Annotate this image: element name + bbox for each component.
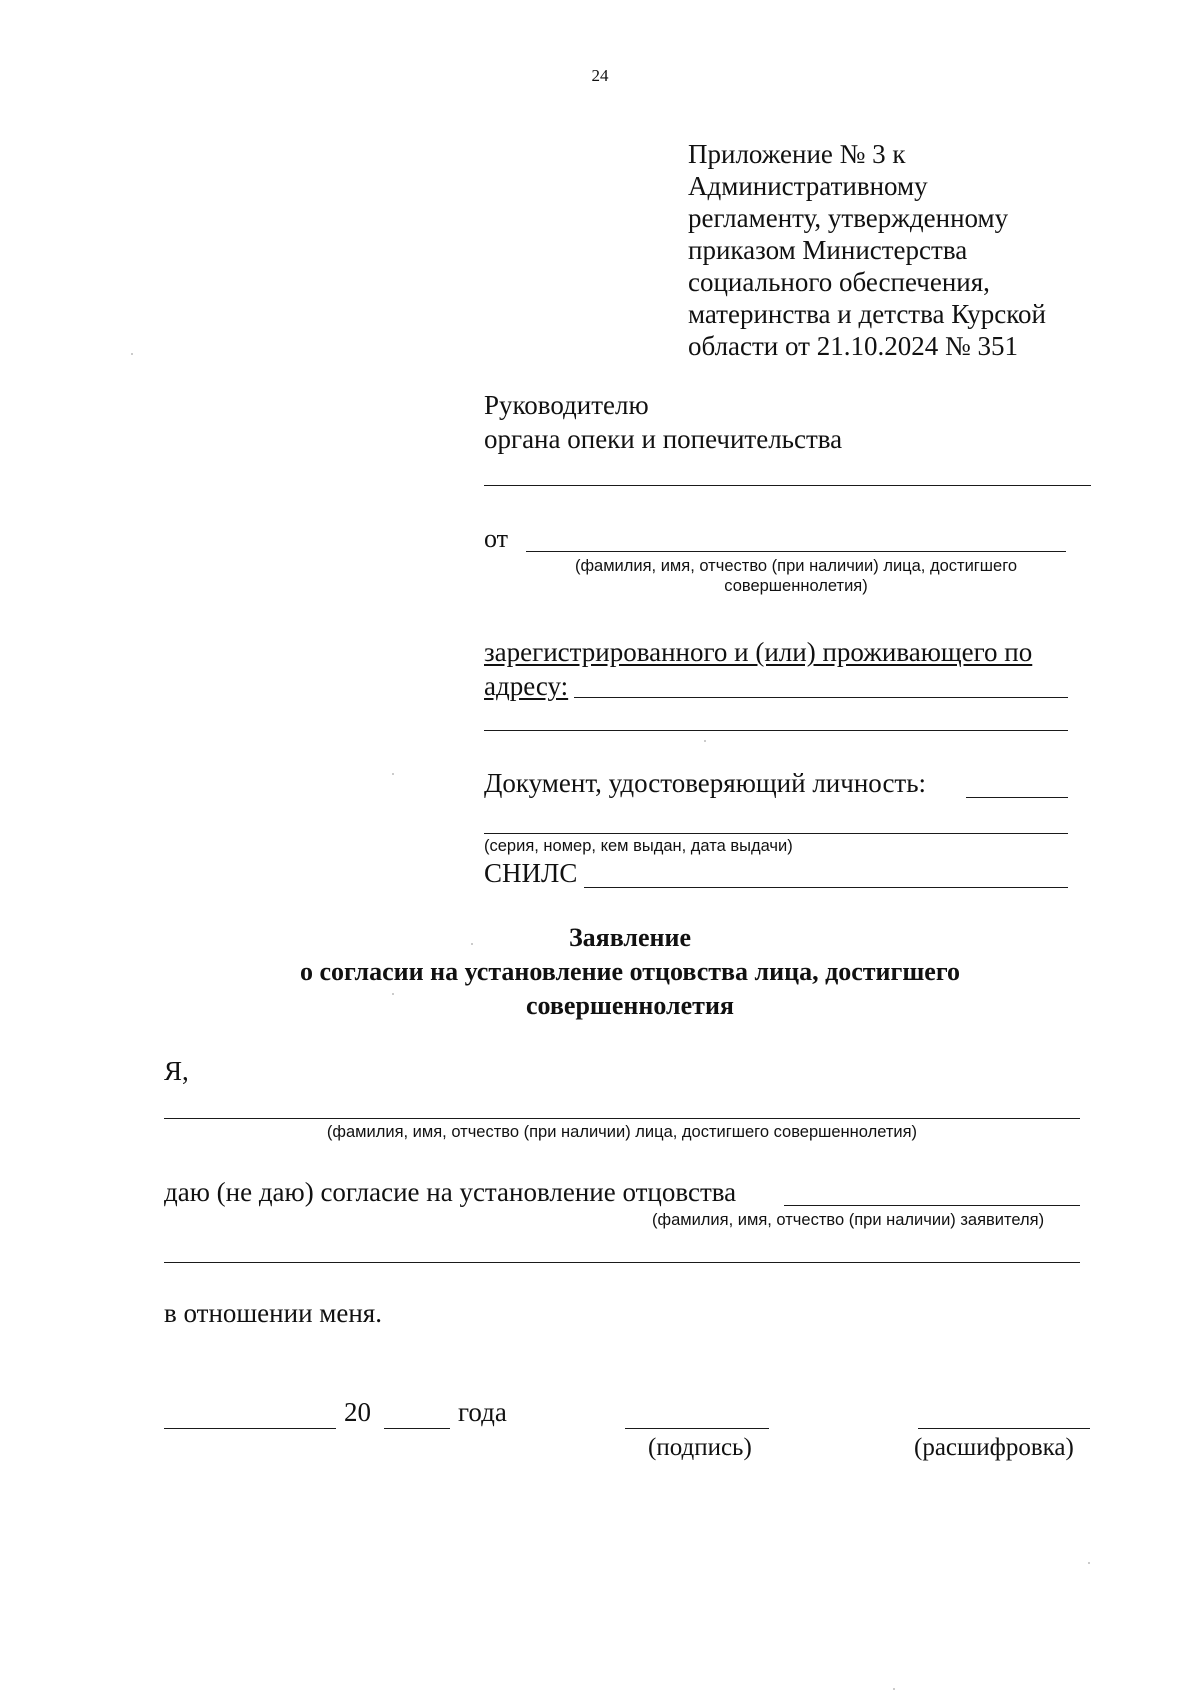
- regarding-text: в отношении меня.: [164, 1298, 382, 1328]
- scan-speck: [392, 773, 394, 775]
- i-caption: (фамилия, имя, отчество (при наличии) лица, достигшего совершеннолетия): [326, 1123, 918, 1141]
- snils-blank-line[interactable]: [584, 887, 1068, 888]
- decode-caption: (расшифровка): [914, 1434, 1074, 1461]
- snils-label: СНИЛС: [484, 858, 578, 888]
- statement-title: Заявление: [568, 923, 692, 952]
- signature-caption: (подпись): [648, 1434, 752, 1461]
- address-blank-line-2[interactable]: [484, 730, 1068, 731]
- date-blank-line[interactable]: [164, 1428, 336, 1429]
- address-blank-line-1[interactable]: [574, 697, 1068, 698]
- from-blank-line[interactable]: [526, 551, 1066, 552]
- address-label: адресу:: [484, 671, 569, 701]
- statement-subtitle: о согласии на установление отцовства лица, достигшего: [299, 957, 960, 986]
- appendix-line: материнства и детства Курской: [688, 299, 1046, 329]
- consent-blank-line-2[interactable]: [164, 1262, 1080, 1263]
- addressee-organ: органа опеки и попечительства: [484, 424, 843, 454]
- page-number: 24: [591, 66, 609, 85]
- document-label: Документ, удостоверяющий личность:: [484, 768, 927, 798]
- scan-speck: [893, 1688, 895, 1690]
- signature-blank-line[interactable]: [625, 1428, 769, 1429]
- scan-speck: [704, 740, 706, 742]
- i-label: Я,: [164, 1056, 189, 1086]
- consent-text: даю (не даю) согласие на установление отцовства: [164, 1177, 737, 1207]
- appendix-line: социального обеспечения,: [688, 267, 990, 297]
- document-caption: (серия, номер, кем выдан, дата выдачи): [484, 837, 793, 855]
- appendix-line: Приложение № 3 к: [688, 139, 906, 169]
- statement-subtitle-cont: совершеннолетия: [526, 991, 734, 1020]
- from-caption-line: совершеннолетия): [724, 577, 868, 595]
- consent-caption: (фамилия, имя, отчество (при наличии) заявителя): [652, 1211, 1045, 1229]
- appendix-line: Административному: [688, 171, 928, 201]
- appendix-block: [688, 138, 1046, 362]
- year-blank-line[interactable]: [384, 1428, 450, 1429]
- scan-speck: [471, 943, 473, 945]
- document-blank-line-1[interactable]: [966, 797, 1068, 798]
- addressee-title: Руководителю: [484, 390, 649, 420]
- scan-speck: [1088, 1562, 1090, 1564]
- scan-speck: [131, 353, 133, 355]
- year-prefix: 20: [344, 1397, 371, 1427]
- document-blank-line-2[interactable]: [484, 833, 1068, 834]
- appendix-line: приказом Министерства: [688, 235, 968, 265]
- decode-blank-line[interactable]: [918, 1428, 1090, 1429]
- registered-label: зарегистрированного и (или) проживающего по: [484, 637, 1033, 667]
- appendix-line: регламенту, утвержденному: [688, 203, 1009, 233]
- i-blank-line[interactable]: [164, 1118, 1080, 1119]
- appendix-line: области от 21.10.2024 № 351: [688, 331, 1018, 361]
- from-caption-line: (фамилия, имя, отчество (при наличии) лица, достигшего: [574, 557, 1018, 575]
- addressee-blank-line[interactable]: [484, 485, 1091, 486]
- from-caption: [526, 556, 1066, 596]
- from-label: от: [484, 524, 509, 553]
- year-suffix: года: [458, 1397, 507, 1427]
- scan-speck: [392, 993, 394, 995]
- consent-blank-line[interactable]: [784, 1205, 1080, 1206]
